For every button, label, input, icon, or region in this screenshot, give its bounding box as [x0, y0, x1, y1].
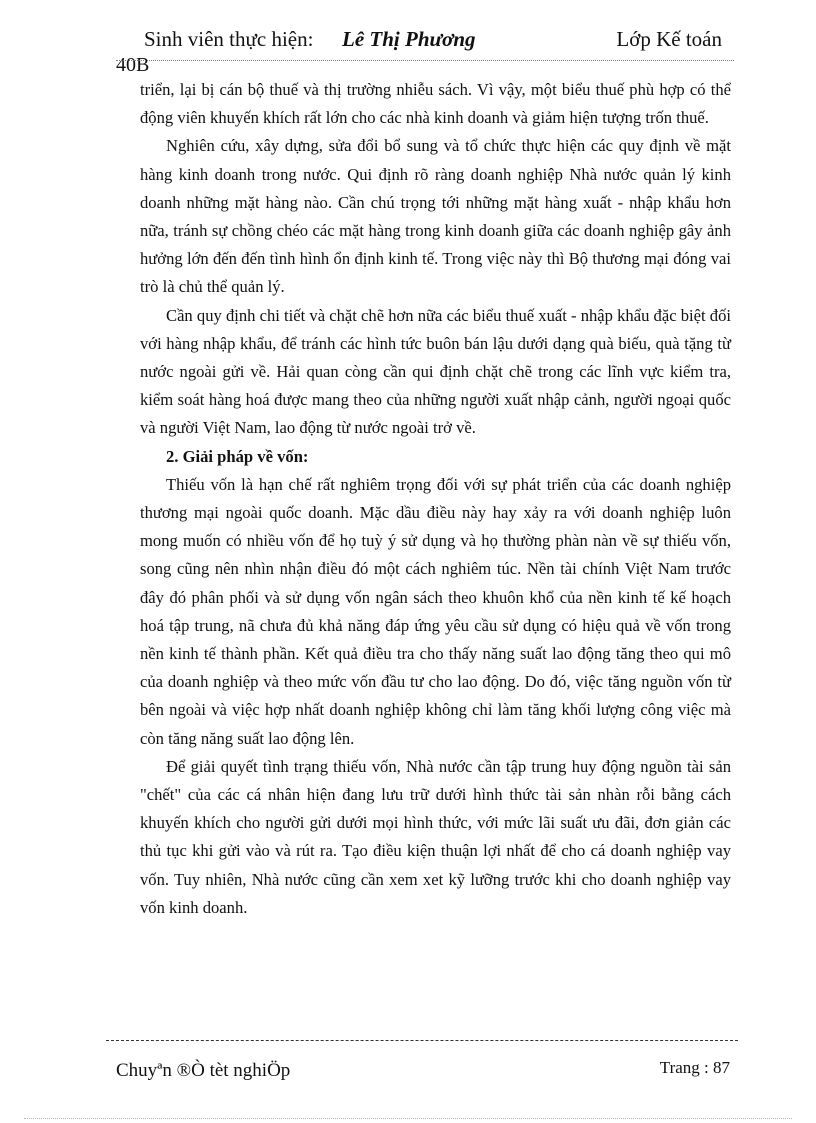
paragraph: Cần quy định chi tiết và chặt chẽ hơn nữa các biểu thuế xuất - nhập khẩu đặc biệt đối với hàng nhập khẩu, để tránh các hình tức buôn bán lậu dưới dạng quà biếu, quà tặng từ nước ngoài gửi về. Hải quan còng cần qui định chặt chẽ trong các lĩnh vực kiểm tra, kiểm soát hàng hoá được mang theo của những người xuất nhập cảnh, người ngoại quốc và người Việt Nam, lao động từ nước ngoài trở về.	[140, 305, 731, 438]
student-name: Lê Thị Phương	[342, 27, 476, 51]
class-name: Lớp Kế toán	[616, 27, 722, 51]
header-divider	[116, 60, 734, 61]
student-label: Sinh viên thực hiện:	[144, 27, 314, 51]
document-body	[140, 76, 731, 922]
class-code: 40B	[116, 54, 150, 76]
section-heading: 2. Giải pháp về vốn:	[166, 446, 309, 466]
footer-divider	[106, 1040, 738, 1041]
paragraph: Thiếu vốn là hạn chế rất nghiêm trọng đối với sự phát triển của các doanh nghiệp thương mại ngoài quốc doanh. Mặc dầu điều này hay xảy ra với doanh nghiệp luôn mong muốn có nhiều vốn để họ tuỳ ý sử dụng và họ thường phàn nàn về sự thiếu vốn, song cũng nên nhìn nhận điều đó một cách nghiêm túc. Nền tài chính Việt Nam trước đây đó phân phối và sử dụng vốn ngân sách theo khuôn khổ của nền kinh tế kế hoạch hoá tập trung, nã chưa đủ khả năng đáp ứng yêu cầu sử dụng có hiệu quả về vốn trong nền kinh tế thành phần. Kết quả điều tra cho thấy năng suất lao động tăng theo qui mô của doanh nghiệp và theo mức vốn đầu tư cho lao động. Do đó, việc tăng nguồn vốn từ bên ngoài và việc hợp nhất doanh nghiệp không chỉ làm tăng khối lượng công việc mà còn tăng năng suất lao động lên.	[140, 474, 731, 748]
footer-title: Chuyªn ®Ò tèt nghiÖp	[116, 1060, 291, 1081]
paragraph: Nghiên cứu, xây dựng, sửa đổi bổ sung và tổ chức thực hiện các quy định về mặt hàng kinh doanh trong nước. Qui định rõ ràng doanh nghiệp Nhà nước quản lý kinh doanh những mặt hàng nào. Cần chú trọng tới những mặt hàng xuất - nhập khẩu hơn nữa, tránh sự chồng chéo các mặt hàng trong kinh doanh giữa các doanh nghiệp gây ảnh hưởng lớn đến đến tình hình ổn định kinh tế. Trong việc này thì Bộ thương mại đóng vai trò là chủ thể quản lý.	[140, 136, 731, 297]
page-number: Trang : 87	[659, 1058, 730, 1077]
paragraph: triển, lại bị cán bộ thuế và thị trường nhiễu sách. Vì vậy, một biểu thuế phù hợp có thể động viên khuyến khích rất lớn cho các nhà kinh doanh và giảm hiện tượng trốn thuế.	[140, 80, 731, 128]
paragraph: Để giải quyết tình trạng thiếu vốn, Nhà nước cần tập trung huy động nguồn tài sản "chết" của các cá nhân hiện đang lưu trữ dưới hình thức tài sản nhàn rỗi bằng cách khuyến khích cho người gửi dưới mọi hình thức, với mức lãi suất ưu đãi, đơn giản các thủ tục khi gửi vào và rút ra. Tạo điều kiện thuận lợi nhất để cho cá doanh nghiệp vay vốn. Tuy nhiên, Nhà nước cũng cần xem xet kỹ lưỡng trước khi cho doanh nghiệp vay vốn kinh doanh.	[140, 756, 731, 917]
page-bottom-divider	[24, 1118, 792, 1119]
